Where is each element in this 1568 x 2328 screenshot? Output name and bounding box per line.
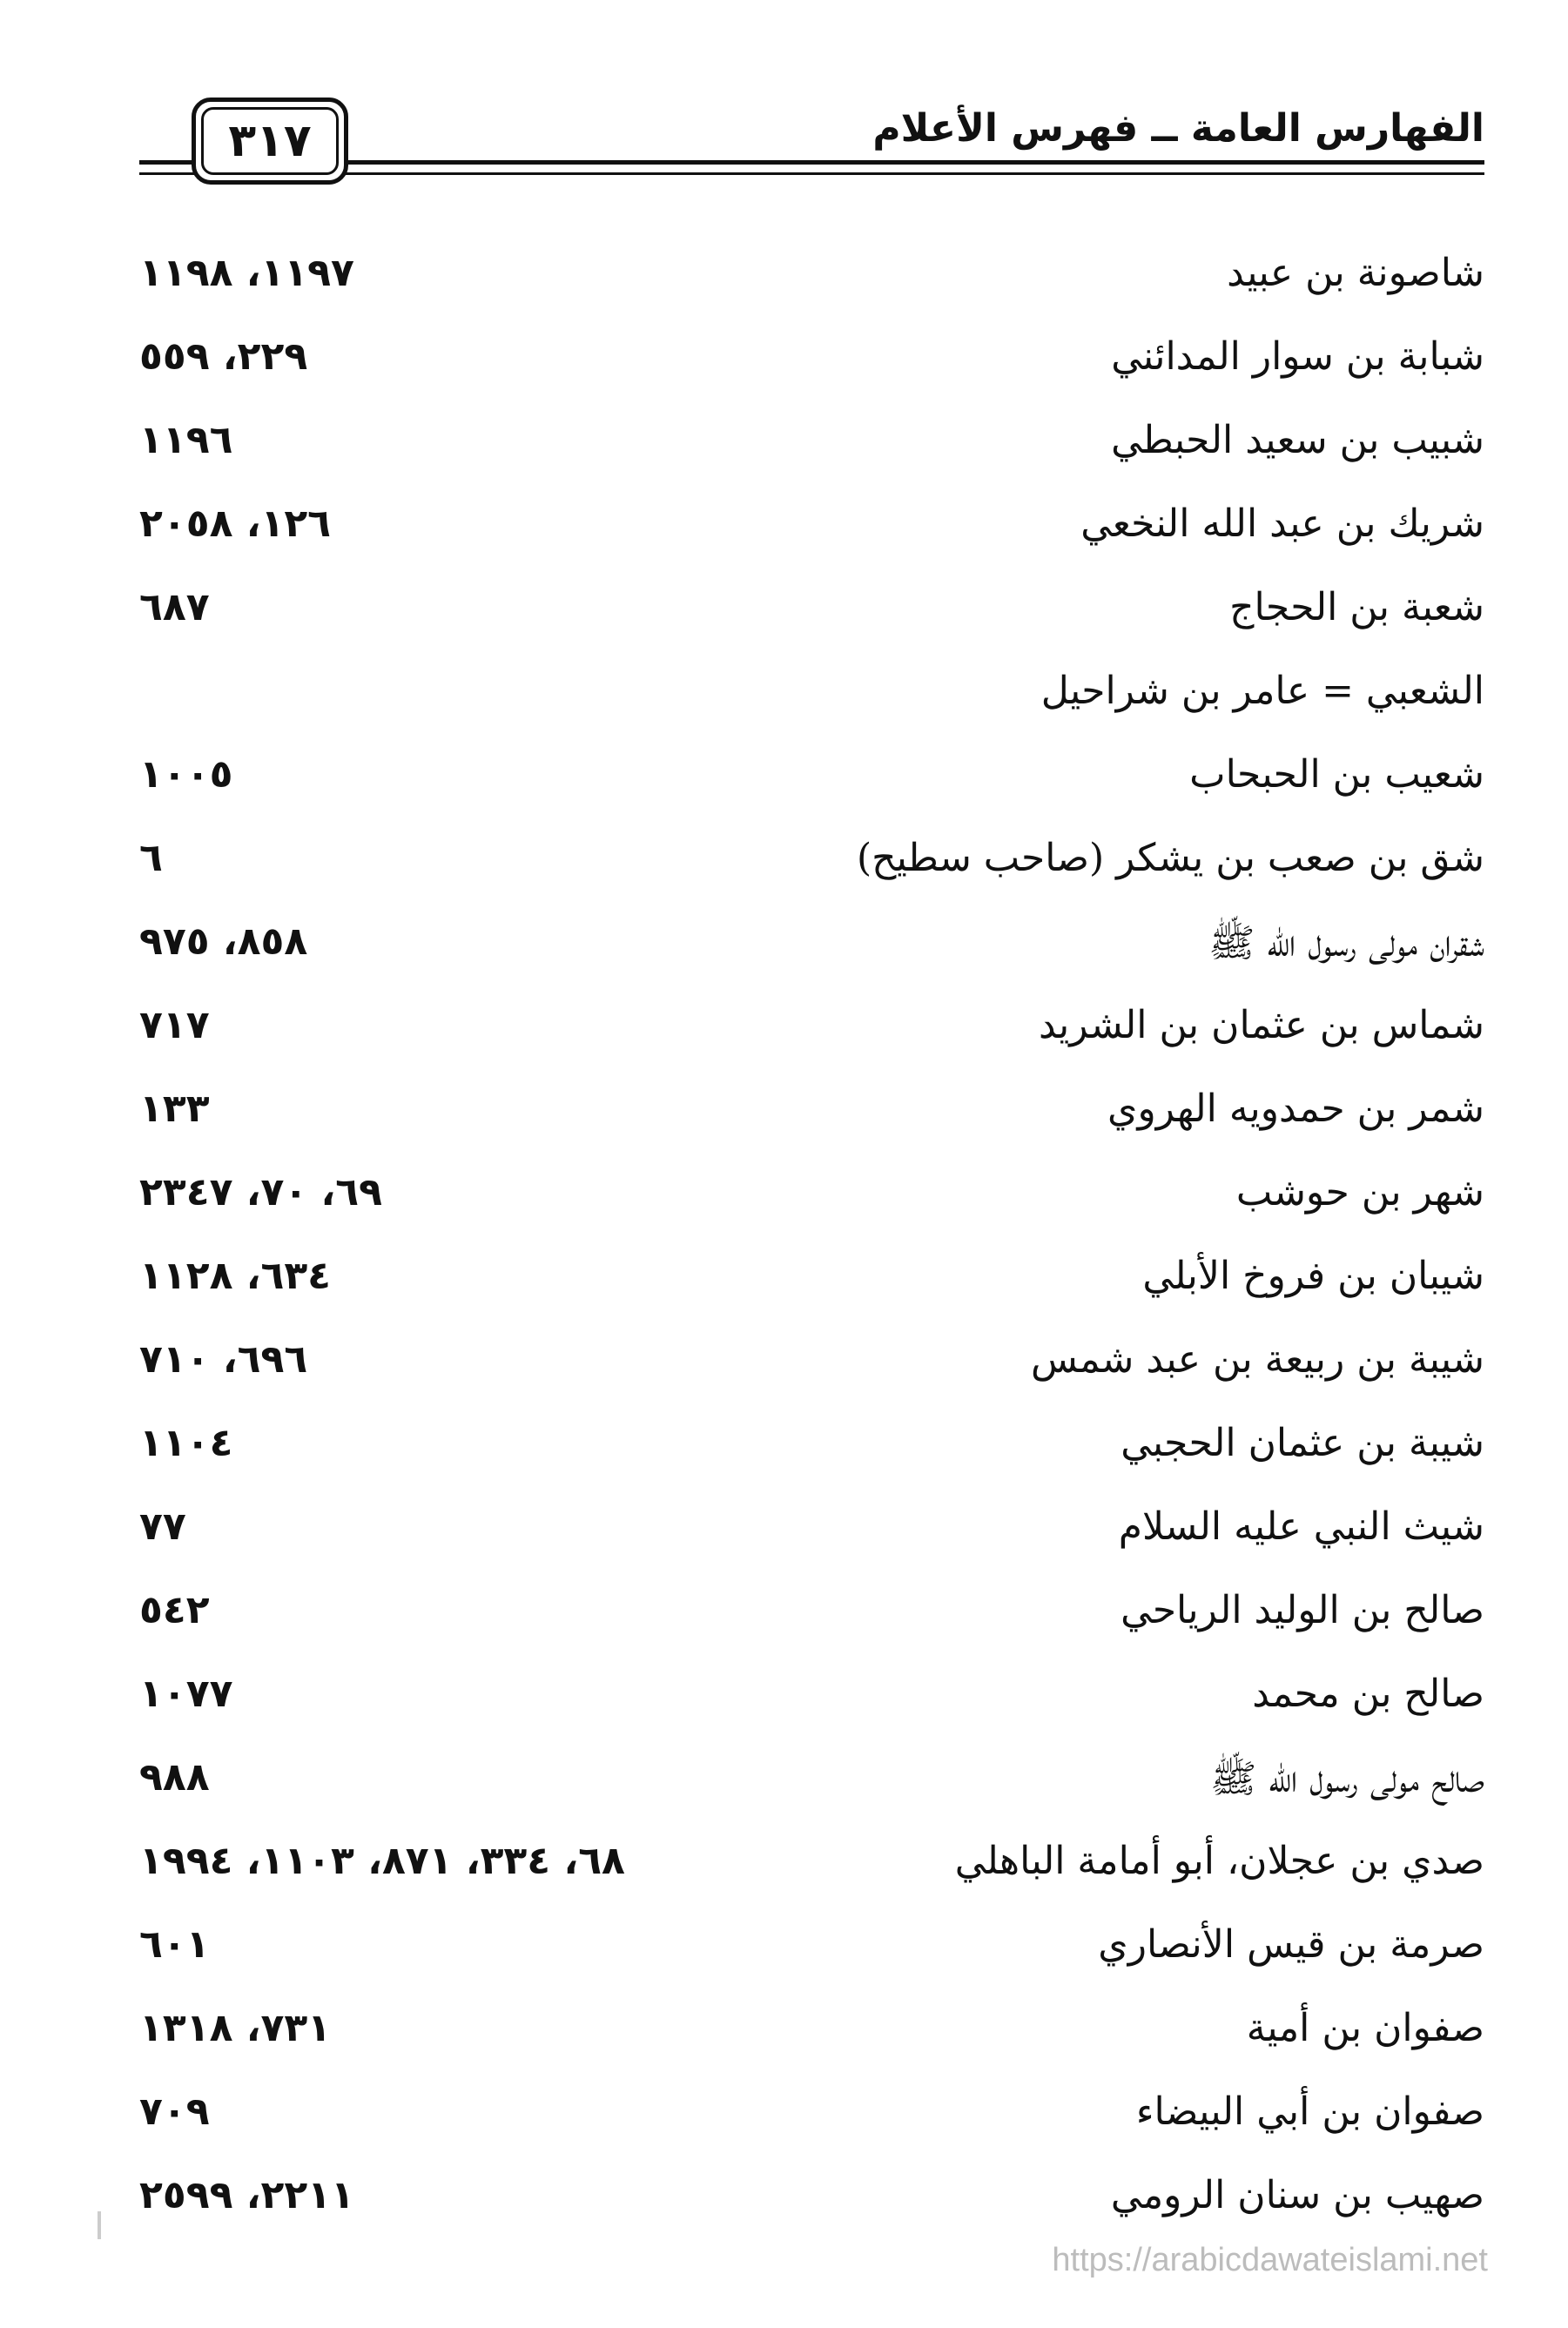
entry-name: صفوان بن أمية	[1246, 2006, 1484, 2050]
index-entry	[139, 1412, 1484, 1496]
entry-pages: ٧٠٩	[139, 2089, 210, 2134]
entry-pages: ٦٣٤، ١١٢٨	[139, 1254, 332, 1298]
index-entry	[139, 1161, 1484, 1245]
index-entry	[139, 1914, 1484, 1997]
index-entry	[139, 1579, 1484, 1663]
page-header	[139, 98, 1484, 193]
entry-pages: ١٠٠٥	[139, 752, 233, 797]
index-entry	[139, 2164, 1484, 2248]
index-entry	[139, 242, 1484, 326]
index-entry	[139, 994, 1484, 1078]
index-entry	[139, 660, 1484, 743]
entry-name: شيبان بن فروخ الأبلي	[1142, 1254, 1484, 1298]
index-entry	[139, 911, 1484, 994]
entry-pages: ٧٧	[139, 1504, 186, 1549]
entry-pages: ٦	[139, 836, 163, 880]
index-entry	[139, 409, 1484, 493]
entry-pages: ٢٢١١، ٢٥٩٩	[139, 2173, 354, 2217]
index-entry	[139, 1496, 1484, 1579]
entry-name: شعبة بن الحجاج	[1229, 585, 1484, 629]
entry-pages: ٦٨٧	[139, 585, 210, 629]
index-entry	[139, 1997, 1484, 2081]
entry-name: شبيب بن سعيد الحبطي	[1111, 418, 1484, 462]
entry-name: شبابة بن سوار المدائني	[1111, 334, 1484, 379]
entry-name: شاصونة بن عبيد	[1227, 251, 1484, 295]
index-entry	[139, 2081, 1484, 2164]
index-entry	[139, 1245, 1484, 1329]
index-entry	[139, 827, 1484, 911]
entry-pages: ٦٨، ٣٣٤، ٨٧١، ١١٠٣، ١٩٩٤	[139, 1839, 625, 1883]
index-entry	[139, 493, 1484, 576]
index-entry	[139, 1663, 1484, 1746]
index-entry	[139, 326, 1484, 409]
entry-pages: ٢٢٩، ٥٥٩	[139, 334, 308, 379]
entry-name: صالح بن محمد	[1252, 1672, 1484, 1716]
entry-name: شقران مولى رسول الله ﷺ	[1208, 921, 1484, 966]
entry-name: صدي بن عجلان، أبو أمامة الباهلي	[954, 1839, 1484, 1883]
entry-name: صالح بن الوليد الرياحي	[1120, 1588, 1484, 1632]
index-entry	[139, 743, 1484, 827]
running-title: الفهارس العامة ــ فهرس الأعلام	[872, 106, 1484, 151]
entry-pages: ٥٤٢	[139, 1588, 210, 1632]
entry-name: صهيب بن سنان الرومي	[1110, 2173, 1484, 2217]
entry-name: شماس بن عثمان بن الشريد	[1038, 1003, 1484, 1047]
margin-mark	[98, 2211, 101, 2239]
entry-pages: ٧٣١، ١٣١٨	[139, 2006, 332, 2050]
entry-name: شمر بن حمدويه الهروي	[1107, 1087, 1484, 1131]
page-number: ٣١٧	[201, 107, 339, 175]
entry-pages: ٨٥٨، ٩٧٥	[139, 919, 308, 964]
entry-pages: ١١٠٤	[139, 1421, 233, 1465]
entry-name: شريك بن عبد الله النخعي	[1080, 501, 1484, 546]
entry-pages: ٦٩، ٧٠، ٢٣٤٧	[139, 1170, 382, 1214]
index-list	[139, 242, 1484, 2248]
entry-name: شعيب بن الحبحاب	[1189, 752, 1484, 797]
entry-name: شهر بن حوشب	[1235, 1170, 1484, 1214]
index-entry	[139, 1746, 1484, 1830]
entry-pages: ١٢٦، ٢٠٥٨	[139, 501, 332, 546]
entry-name: صرمة بن قيس الأنصاري	[1098, 1922, 1484, 1967]
entry-name: صفوان بن أبي البيضاء	[1135, 2089, 1484, 2134]
entry-name: شيبة بن ربيعة بن عبد شمس	[1030, 1337, 1484, 1382]
entry-name: شيث النبي عليه السلام	[1118, 1504, 1484, 1549]
index-entry	[139, 1329, 1484, 1412]
index-entry	[139, 576, 1484, 660]
entry-name: شيبة بن عثمان الحجبي	[1120, 1421, 1484, 1465]
entry-pages: ١١٩٧، ١١٩٨	[139, 251, 354, 295]
entry-pages: ٦٩٦، ٧١٠	[139, 1337, 308, 1382]
entry-pages: ١٠٧٧	[139, 1672, 233, 1716]
index-entry	[139, 1830, 1484, 1914]
entry-pages: ١١٩٦	[139, 418, 233, 462]
entry-pages: ١٣٣	[139, 1087, 210, 1131]
index-entry	[139, 1078, 1484, 1161]
entry-name: شق بن صعب بن يشكر (صاحب سطيح)	[857, 836, 1484, 880]
entry-pages: ٧١٧	[139, 1003, 210, 1047]
entry-name: صالح مولى رسول الله ﷺ	[1210, 1757, 1484, 1801]
entry-pages: ٩٨٨	[139, 1755, 210, 1800]
entry-name: الشعبي = عامر بن شراحيل	[1040, 669, 1484, 713]
watermark: https://arabicdawateislami.net	[1052, 2242, 1488, 2278]
page-number-frame	[192, 98, 348, 185]
entry-pages: ٦٠١	[139, 1922, 210, 1967]
